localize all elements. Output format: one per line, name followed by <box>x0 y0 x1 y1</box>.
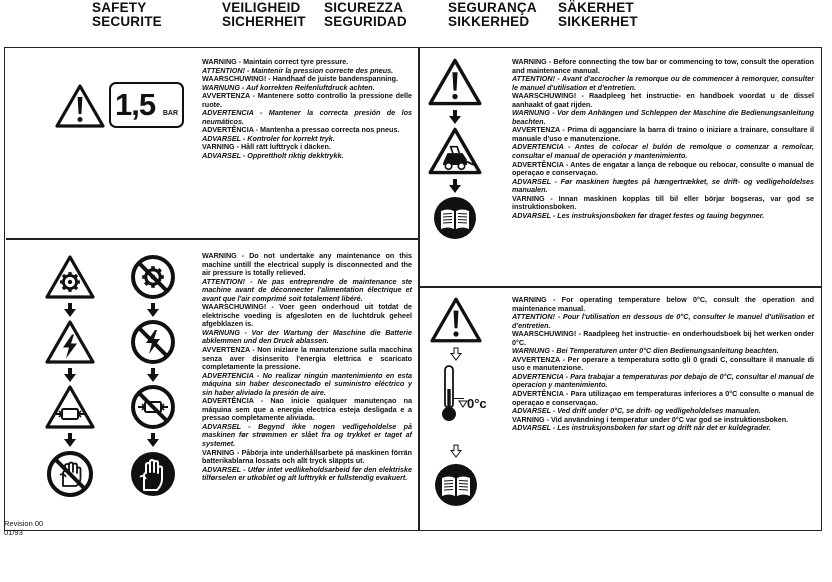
arrow-down-icon <box>449 110 461 124</box>
header-lang-bottom: SIKKERHET <box>558 14 638 29</box>
warning-paragraph: VARNING - Innan maskinen kopplas till bil eller börjar bogseras, var god se instruktionsboken. <box>512 193 814 212</box>
arrow-down-icon <box>147 433 159 447</box>
left-divider <box>6 238 418 240</box>
manual-book-icon <box>433 196 477 240</box>
header-lang-bottom: SEGURIDAD <box>324 14 407 29</box>
warning-paragraph: WARNUNG - Bei Temperaturen unter 0°C dien Bedienungsanleitung beachten. <box>512 346 779 356</box>
warning-paragraph: WARNING - For operating temperature below 0°C, consult the operation and maintenance manual. <box>512 295 814 313</box>
center-divider <box>418 47 420 531</box>
warning-triangle-icon <box>54 83 106 129</box>
warning-paragraph: WARNING - Before connecting the tow bar or commencing to tow, consult the operation and maintenance manual. <box>512 57 814 75</box>
pressure-sign <box>109 82 184 128</box>
warning-paragraph: AVVERTENZA - Non iniziare la manutenzione sulla macchina senza aver disinserito l'energia elettrica e scaricato completamente la pressione. <box>202 345 412 372</box>
header-sicurezza <box>324 1 407 47</box>
revision-date: 01/93 <box>4 528 23 537</box>
warning-paragraph: WARNING - Maintain correct tyre pressure. <box>202 57 349 66</box>
header-lang-bottom: SECURITE <box>92 14 162 29</box>
pressure-unit: BAR <box>162 110 178 117</box>
revision-label: Revision 00 <box>4 519 44 528</box>
arrow-down-icon <box>64 303 76 317</box>
arrow-down-icon <box>449 179 461 193</box>
towbar-text <box>512 58 814 220</box>
warning-paragraph: ADVERTÊNCIA - Antes de engatar a lança de reboque ou rebocar, consulte o manual de operaçao e conservaçao. <box>512 159 814 178</box>
header-sakerhet <box>558 1 638 47</box>
gear-warning-icon <box>44 254 96 300</box>
warning-paragraph: WAARSCHUWING! - Voer geen onderhoud uit totdat de elektrische voeding is afgesloten en de luchtdruk geheel afgebklazen is. <box>202 302 412 329</box>
warning-paragraph: WARNING - Do not undertake any maintenance on this machine untill the electrical supply is disconnected and the air pressure is totally relieved. <box>202 251 412 278</box>
header-safety <box>92 1 162 47</box>
warning-paragraph: ADVARSEL - Ved drift under 0°C, se drift- og vedligeholdelses manualen. <box>512 406 761 416</box>
manual-book-icon <box>434 463 478 507</box>
warning-paragraph: AVVERTENZA - Prima di agganciare la barra di traino o iniziare a trainare, consultare il manuale d'uso e manutenzione. <box>512 125 814 143</box>
header-lang-bottom: SICHERHEIT <box>222 14 306 29</box>
warning-paragraph: ADVERTENCIA - No realizar ningún mantenimiento en esta máquina sin haber desconectado el suministro eléctrico y sin haber aliviado la presión de aire. <box>202 370 412 397</box>
tyre-pressure-text <box>202 58 412 161</box>
warning-paragraph: VARNING - Vid användning i temperatur under 0°C var god se instruktionsboken. <box>512 414 789 424</box>
warning-paragraph: ADVERTENCIA - Para trabajar a temperaturas por debajo de 0°C, consultar el manual de operacion y mantenimiento. <box>512 371 814 390</box>
arrow-down-outline-icon <box>450 444 462 458</box>
warning-paragraph: ATTENTION! - Avant d'accrocher la remorque ou de commencer à remorquer, consulter le manuel d'utilisation et d'entretien. <box>512 74 814 92</box>
warning-paragraph: ADVARSEL - Utfør intet vedlikeholdsarbeid før den elektriske tilførselen er utkoblet og alt lufttrykk er fullstendig evakuert. <box>202 464 412 483</box>
warning-triangle-icon <box>427 57 483 107</box>
header-lang-top: SAFETY <box>92 0 147 15</box>
no-gear-icon <box>130 254 176 300</box>
pressure-warning-icon <box>44 384 96 430</box>
arrow-down-icon <box>147 303 159 317</box>
warning-paragraph: VARNING - Påbörja inte underhållsarbete på maskinen förrän batterikablarna lossats och allt tryck släppts ut. <box>202 447 412 466</box>
thermometer-icon <box>441 365 457 423</box>
warning-triangle-icon <box>429 296 483 344</box>
warning-paragraph: ADVARSEL - Før maskinen hægtes på hængertrækket, se drift- og vedligeholdelses manualen. <box>512 176 814 195</box>
warning-paragraph: AVVERTENZA - Per operare a temperatura sotto gli 0 gradi C, consultare il manuale di uso e manutenzione. <box>512 354 814 373</box>
warning-paragraph: ADVARSEL - Les instruksjonsboken før draget festes og tauing begynner. <box>512 210 765 220</box>
warning-paragraph: ADVERTENCIA - Mantener la correcta presión de los neumáticos. <box>202 108 412 126</box>
warning-paragraph: ATTENTION! - Maintenir la pression correcte des pneus. <box>202 65 394 75</box>
header-lang-top: VEILIGHEID <box>222 0 301 15</box>
hand-allowed-icon <box>129 450 177 498</box>
warning-paragraph: WARNUNG - Vor dem Anhängen und Schleppen der Maschine die Bedienungsanleitung beachten. <box>512 108 814 126</box>
electric-warning-icon <box>44 319 96 365</box>
header-lang-top: SICUREZZA <box>324 0 404 15</box>
warning-paragraph: WARNUNG - Auf korrekten Reifenluftdruck achten. <box>202 82 375 92</box>
warning-paragraph: ADVERTÊNCIA - Para utilizaçao em temperaturas inferiores a 0°C consulte o manual de operaçao e conservaçao. <box>512 389 814 407</box>
arrow-down-icon <box>147 368 159 382</box>
header-seguranca <box>448 1 537 47</box>
warning-paragraph: WAARSCHUWING! - Raadpleeg het instructie- en handboek voordat u de dissel aanhaakt of gaat rijden. <box>512 91 814 109</box>
warning-paragraph: ADVERTÊNCIA - Mantenha a pressao correcta nos pneus. <box>202 125 400 135</box>
warning-paragraph: ADVARSEL - Kontroler for korrekt tryk. <box>202 133 335 143</box>
temperature-text <box>512 296 814 433</box>
warning-paragraph: ATTENTION! - Pour l'utilisation en dessous de 0°C, consulter le manuel d'utilisation et d'entretien. <box>512 312 814 330</box>
no-pressure-icon <box>130 384 176 430</box>
pressure-value: 1,5 <box>115 87 156 122</box>
arrow-down-icon <box>64 368 76 382</box>
no-electric-icon <box>130 319 176 365</box>
right-divider <box>419 286 821 288</box>
warning-paragraph: ATTENTION! - Ne pas entreprendre de maintenance ste machine avant de déconnecter l'alimentation électrique et avant que l'air comprimé soit totalement libéré. <box>202 276 412 303</box>
warning-paragraph: AVVERTENZA - Mantenere sotto controllo la pressione delle ruote. <box>202 91 412 109</box>
warning-paragraph: ADVARSEL - Begynd ikke nogen vedligeholdelse på maskinen før strømmen er slået fra og trykket er taget af systemet. <box>202 421 412 449</box>
arrow-down-icon <box>64 433 76 447</box>
warning-paragraph: ADVERTENCIA - Antes de colocar el bulón de remolque o comenzar a remolcar, consultar el manual de operación y mantenimiento. <box>512 142 814 161</box>
warning-paragraph: WAARSCHUWING! - Raadpleeg het instructie- en onderhoudsboek bij het werken onder 0°C. <box>512 329 814 347</box>
warning-paragraph: VARNING - Håll rätt lufttryck i däcken. <box>202 142 331 152</box>
warning-paragraph: WARNUNG - Vor der Wartung der Maschine die Batterie abklemmen und den Druck ablassen. <box>202 327 412 346</box>
header-veiligheid <box>222 1 306 47</box>
maintenance-text <box>202 252 412 483</box>
warning-paragraph: ADVARSEL - Opprettholt riktig dekktrykk. <box>202 151 344 161</box>
header-lang-top: SEGURANÇA <box>448 0 537 15</box>
arrow-down-outline-icon <box>450 347 462 361</box>
temperature-value: 0°c <box>467 396 487 411</box>
no-touch-icon <box>46 450 94 498</box>
header-lang-top: SÄKERHET <box>558 0 634 15</box>
warning-paragraph: ADVARSEL - Les instruksjonsboken før start og drift når det er kuldegrader. <box>512 423 771 433</box>
warning-paragraph: ADVERTÊNCIA - Nao inicie qualquer manutençao na máquina sem que a energia electrica esteja desligada e a pressao completamente aliviada. <box>202 396 412 423</box>
towbar-warning-icon <box>427 126 483 176</box>
warning-paragraph: WAARSCHUWING! - Handhaaf de juiste bandenspanning. <box>202 74 399 84</box>
header-lang-bottom: SIKKERHED <box>448 14 530 29</box>
